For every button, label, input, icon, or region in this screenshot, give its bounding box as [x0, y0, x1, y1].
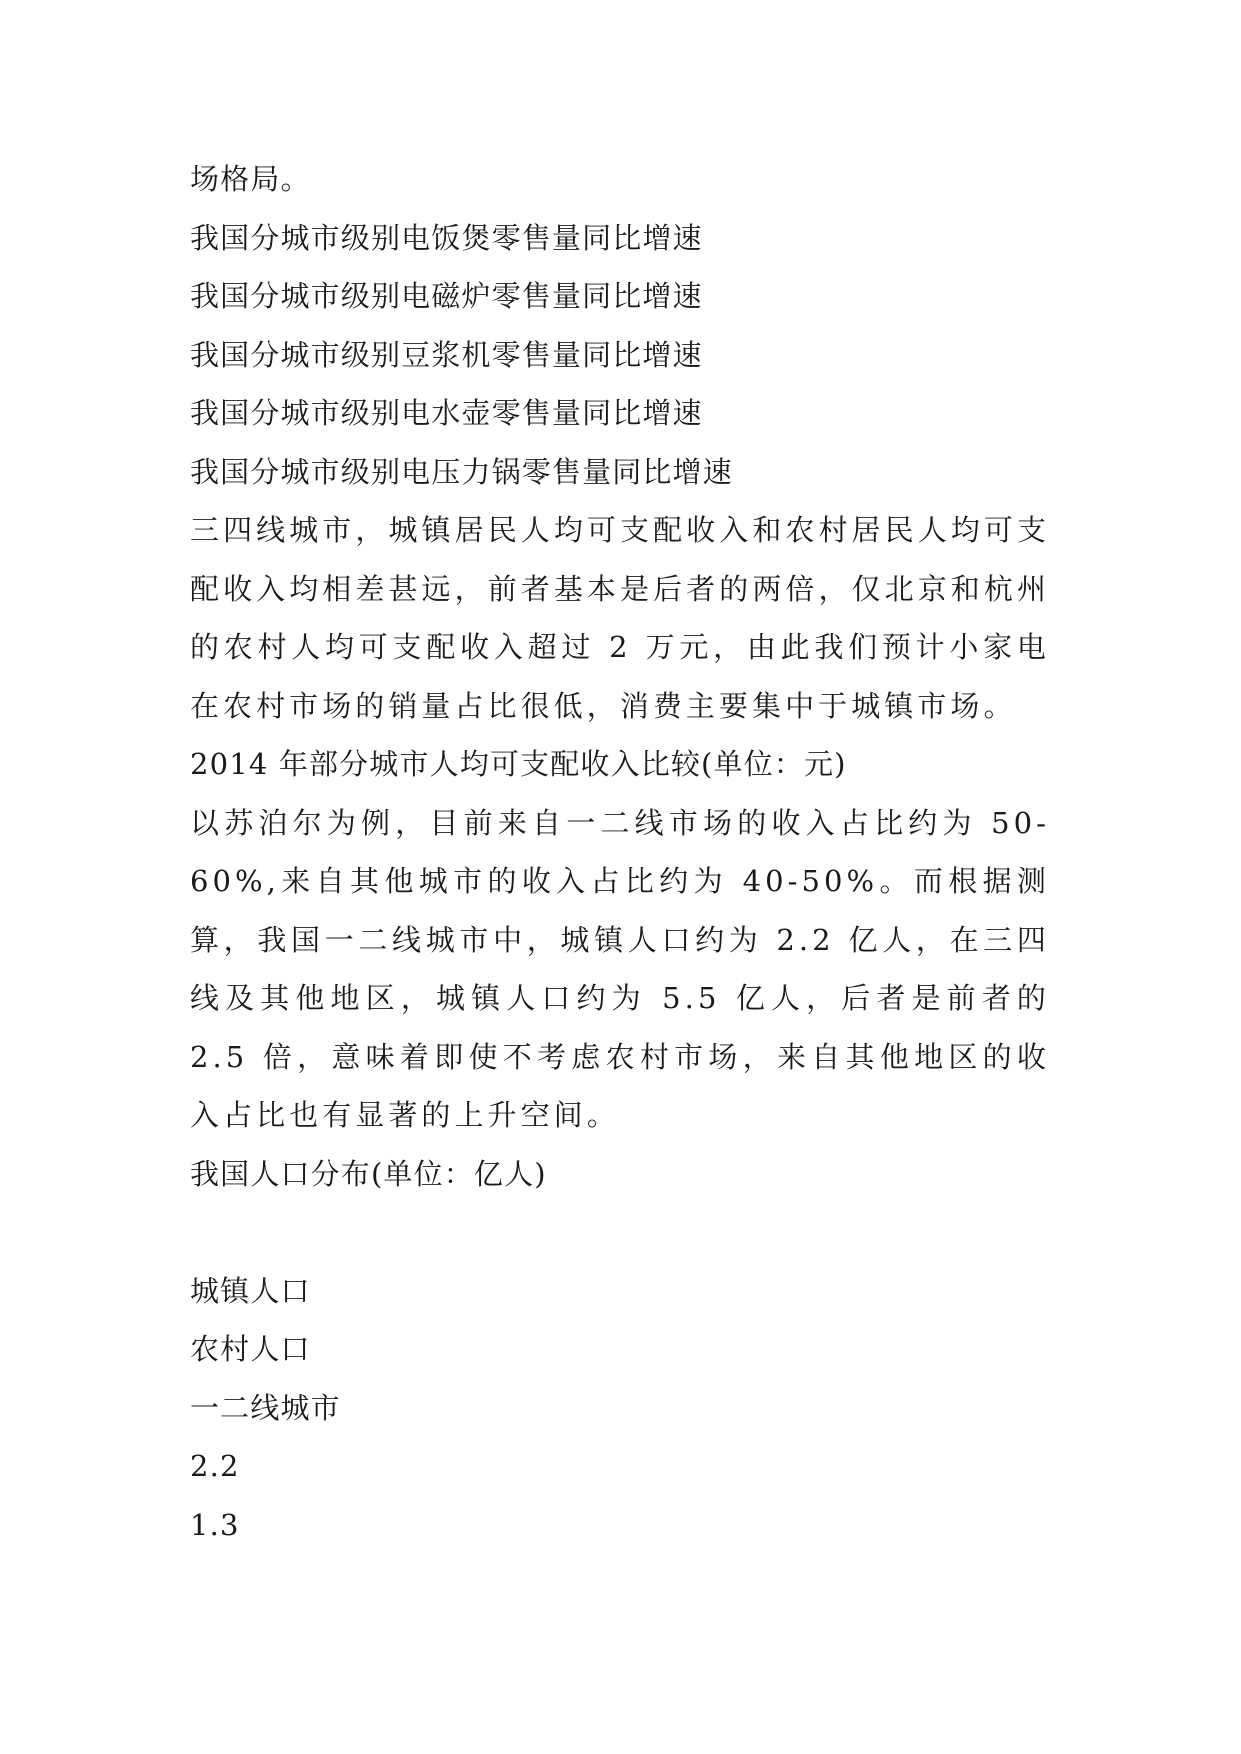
- blank-line: [190, 1203, 1050, 1262]
- figure-caption-induction-cooker: 我国分城市级别电磁炉零售量同比增速: [190, 279, 703, 313]
- paragraph-supor-example: 以苏泊尔为例，目前来自一二线市场的收入占比约为 50-60%,来自其他城市的收入占比约为 40-50%。而根据测算，我国一二线城市中，城镇人口约为 2.2 亿人，在三四线及其他地区，城镇人口约为 5.5 亿人，后者是前者的 2.5 倍，意味着即使不考虑农村市场，来自其他地区的收入占比也有显著的上升空间。: [190, 805, 1050, 1132]
- chart-value-urban: 2.2: [190, 1449, 240, 1483]
- chart-label-tier-1-2-cities: 一二线城市: [190, 1390, 341, 1425]
- paragraph-income-comparison: 三四线城市，城镇居民人均可支配收入和农村居民人均可支配收入均相差甚远，前者基本是后者的两倍，仅北京和杭州的农村人均可支配收入超过 2 万元，由此我们预计小家电在农村市场的销量占比很低，消费主要集中于城镇市场。: [190, 513, 1050, 723]
- chart-value-rural: 1.3: [190, 1507, 240, 1542]
- figure-caption-pressure-cooker: 我国分城市级别电压力锅零售量同比增速: [190, 454, 733, 489]
- paragraph-continuation: 场格局。: [190, 162, 311, 196]
- chart-label-rural-population: 农村人口: [190, 1332, 311, 1366]
- figure-caption-rice-cooker: 我国分城市级别电饭煲零售量同比增速: [190, 220, 703, 255]
- chart-label-urban-population: 城镇人口: [190, 1273, 311, 1308]
- figure-caption-soymilk-maker: 我国分城市级别豆浆机零售量同比增速: [190, 337, 703, 372]
- figure-caption-income-2014: 2014 年部分城市人均可支配收入比较(单位：元): [190, 747, 847, 781]
- figure-caption-population: 我国人口分布(单位：亿人): [190, 1156, 547, 1191]
- document-body: [190, 150, 1050, 1554]
- figure-caption-electric-kettle: 我国分城市级别电水壶零售量同比增速: [190, 396, 703, 430]
